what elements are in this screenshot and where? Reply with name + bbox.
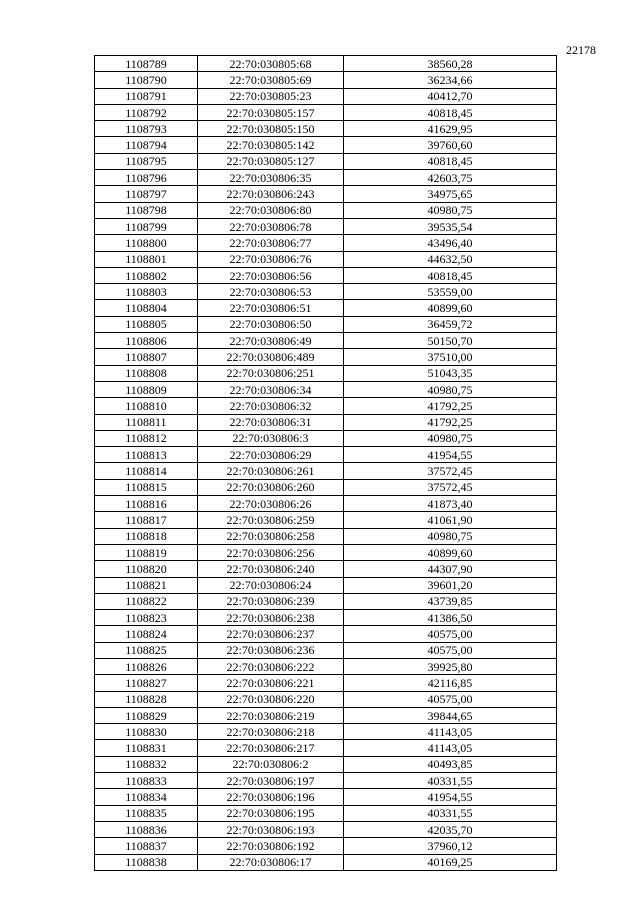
row-number-cell: 1108795: [95, 153, 198, 169]
row-number-cell: 1108820: [95, 561, 198, 577]
value-cell: 44307,90: [344, 561, 557, 577]
row-number-cell: 1108832: [95, 756, 198, 772]
row-number-cell: 1108826: [95, 658, 198, 674]
value-cell: 34975,65: [344, 186, 557, 202]
value-cell: 40575,00: [344, 626, 557, 642]
cadastral-number-cell: 22:70:030805:142: [198, 137, 344, 153]
value-cell: 42603,75: [344, 170, 557, 186]
cadastral-number-cell: 22:70:030806:17: [198, 854, 344, 870]
row-number-cell: 1108813: [95, 447, 198, 463]
cadastral-number-cell: 22:70:030806:80: [198, 202, 344, 218]
table-row: [95, 186, 557, 202]
value-cell: 41629,95: [344, 121, 557, 137]
value-cell: 41143,05: [344, 724, 557, 740]
table-row: [95, 512, 557, 528]
table-row: [95, 398, 557, 414]
value-cell: 39760,60: [344, 137, 557, 153]
cadastral-number-cell: 22:70:030806:2: [198, 756, 344, 772]
table-row: [95, 805, 557, 821]
table-row: [95, 463, 557, 479]
value-cell: 40980,75: [344, 202, 557, 218]
row-number-cell: 1108810: [95, 398, 198, 414]
row-number-cell: 1108831: [95, 740, 198, 756]
cadastral-number-cell: 22:70:030806:50: [198, 316, 344, 332]
table-row: [95, 381, 557, 397]
table-row: [95, 593, 557, 609]
cadastral-number-cell: 22:70:030806:258: [198, 528, 344, 544]
table-row: [95, 658, 557, 674]
table-row: [95, 104, 557, 120]
value-cell: 37572,45: [344, 479, 557, 495]
row-number-cell: 1108794: [95, 137, 198, 153]
table-row: [95, 170, 557, 186]
cadastral-number-cell: 22:70:030806:193: [198, 821, 344, 837]
value-cell: 37572,45: [344, 463, 557, 479]
cadastral-number-cell: 22:70:030805:150: [198, 121, 344, 137]
row-number-cell: 1108817: [95, 512, 198, 528]
value-cell: 40493,85: [344, 756, 557, 772]
table-row: [95, 740, 557, 756]
row-number-cell: 1108805: [95, 316, 198, 332]
table-row: [95, 838, 557, 854]
table-row: [95, 72, 557, 88]
row-number-cell: 1108816: [95, 496, 198, 512]
value-cell: 39925,80: [344, 658, 557, 674]
cadastral-number-cell: 22:70:030806:240: [198, 561, 344, 577]
cadastral-number-cell: 22:70:030806:35: [198, 170, 344, 186]
value-cell: 40331,55: [344, 773, 557, 789]
value-cell: 40899,60: [344, 544, 557, 560]
table-row: [95, 626, 557, 642]
page-number: 22178: [566, 43, 596, 57]
value-cell: 42035,70: [344, 821, 557, 837]
row-number-cell: 1108800: [95, 235, 198, 251]
row-number-cell: 1108828: [95, 691, 198, 707]
cadastral-number-cell: 22:70:030806:197: [198, 773, 344, 789]
cadastral-number-cell: 22:70:030806:31: [198, 414, 344, 430]
row-number-cell: 1108822: [95, 593, 198, 609]
cadastral-number-cell: 22:70:030805:157: [198, 104, 344, 120]
value-cell: 41143,05: [344, 740, 557, 756]
table-row: [95, 528, 557, 544]
value-cell: 40575,00: [344, 691, 557, 707]
value-cell: 40980,75: [344, 430, 557, 446]
table-row: [95, 284, 557, 300]
row-number-cell: 1108812: [95, 430, 198, 446]
value-cell: 36459,72: [344, 316, 557, 332]
value-cell: 40575,00: [344, 642, 557, 658]
table-row: [95, 691, 557, 707]
cadastral-number-cell: 22:70:030806:219: [198, 707, 344, 723]
row-number-cell: 1108804: [95, 300, 198, 316]
row-number-cell: 1108833: [95, 773, 198, 789]
value-cell: 51043,35: [344, 365, 557, 381]
row-number-cell: 1108814: [95, 463, 198, 479]
cadastral-number-cell: 22:70:030806:243: [198, 186, 344, 202]
table-row: [95, 88, 557, 104]
cadastral-number-cell: 22:70:030805:68: [198, 56, 344, 72]
value-cell: 38560,28: [344, 56, 557, 72]
value-cell: 41792,25: [344, 398, 557, 414]
value-cell: 40818,45: [344, 267, 557, 283]
table-row: [95, 675, 557, 691]
table-row: [95, 577, 557, 593]
cadastral-number-cell: 22:70:030806:195: [198, 805, 344, 821]
value-cell: 41386,50: [344, 610, 557, 626]
value-cell: 36234,66: [344, 72, 557, 88]
row-number-cell: 1108819: [95, 544, 198, 560]
table-row: [95, 202, 557, 218]
cadastral-number-cell: 22:70:030806:239: [198, 593, 344, 609]
value-cell: 41792,25: [344, 414, 557, 430]
table-row: [95, 610, 557, 626]
value-cell: 40169,25: [344, 854, 557, 870]
cadastral-number-cell: 22:70:030806:260: [198, 479, 344, 495]
row-number-cell: 1108818: [95, 528, 198, 544]
row-number-cell: 1108825: [95, 642, 198, 658]
table-row: [95, 854, 557, 870]
cadastral-number-cell: 22:70:030806:26: [198, 496, 344, 512]
registry-table-body: [95, 56, 557, 871]
row-number-cell: 1108811: [95, 414, 198, 430]
cadastral-number-cell: 22:70:030806:220: [198, 691, 344, 707]
row-number-cell: 1108837: [95, 838, 198, 854]
cadastral-number-cell: 22:70:030806:76: [198, 251, 344, 267]
value-cell: 40331,55: [344, 805, 557, 821]
cadastral-number-cell: 22:70:030805:69: [198, 72, 344, 88]
row-number-cell: 1108793: [95, 121, 198, 137]
cadastral-number-cell: 22:70:030806:56: [198, 267, 344, 283]
cadastral-number-cell: 22:70:030805:127: [198, 153, 344, 169]
cadastral-number-cell: 22:70:030806:32: [198, 398, 344, 414]
row-number-cell: 1108806: [95, 333, 198, 349]
row-number-cell: 1108796: [95, 170, 198, 186]
row-number-cell: 1108797: [95, 186, 198, 202]
cadastral-number-cell: 22:70:030806:78: [198, 218, 344, 234]
cadastral-number-cell: 22:70:030806:196: [198, 789, 344, 805]
cadastral-number-cell: 22:70:030806:236: [198, 642, 344, 658]
value-cell: 39844,65: [344, 707, 557, 723]
value-cell: 40818,45: [344, 153, 557, 169]
row-number-cell: 1108835: [95, 805, 198, 821]
row-number-cell: 1108823: [95, 610, 198, 626]
cadastral-number-cell: 22:70:030806:256: [198, 544, 344, 560]
table-row: [95, 756, 557, 772]
table-row: [95, 137, 557, 153]
cadastral-number-cell: 22:70:030806:217: [198, 740, 344, 756]
value-cell: 40980,75: [344, 381, 557, 397]
row-number-cell: 1108821: [95, 577, 198, 593]
table-row: [95, 333, 557, 349]
cadastral-number-cell: 22:70:030806:29: [198, 447, 344, 463]
table-row: [95, 349, 557, 365]
table-row: [95, 218, 557, 234]
value-cell: 39535,54: [344, 218, 557, 234]
table-row: [95, 316, 557, 332]
row-number-cell: 1108798: [95, 202, 198, 218]
value-cell: 37510,00: [344, 349, 557, 365]
value-cell: 39601,20: [344, 577, 557, 593]
cadastral-number-cell: 22:70:030806:261: [198, 463, 344, 479]
value-cell: 37960,12: [344, 838, 557, 854]
table-row: [95, 789, 557, 805]
cadastral-number-cell: 22:70:030806:34: [198, 381, 344, 397]
row-number-cell: 1108809: [95, 381, 198, 397]
cadastral-number-cell: 22:70:030806:24: [198, 577, 344, 593]
row-number-cell: 1108789: [95, 56, 198, 72]
row-number-cell: 1108808: [95, 365, 198, 381]
cadastral-number-cell: 22:70:030806:53: [198, 284, 344, 300]
row-number-cell: 1108799: [95, 218, 198, 234]
row-number-cell: 1108824: [95, 626, 198, 642]
row-number-cell: 1108792: [95, 104, 198, 120]
table-row: [95, 267, 557, 283]
table-row: [95, 724, 557, 740]
value-cell: 40412,70: [344, 88, 557, 104]
value-cell: 40980,75: [344, 528, 557, 544]
row-number-cell: 1108815: [95, 479, 198, 495]
value-cell: 40899,60: [344, 300, 557, 316]
cadastral-number-cell: 22:70:030806:221: [198, 675, 344, 691]
cadastral-number-cell: 22:70:030806:238: [198, 610, 344, 626]
row-number-cell: 1108827: [95, 675, 198, 691]
cadastral-number-cell: 22:70:030805:23: [198, 88, 344, 104]
cadastral-number-cell: 22:70:030806:259: [198, 512, 344, 528]
table-row: [95, 365, 557, 381]
cadastral-number-cell: 22:70:030806:489: [198, 349, 344, 365]
table-row: [95, 235, 557, 251]
value-cell: 53559,00: [344, 284, 557, 300]
row-number-cell: 1108836: [95, 821, 198, 837]
table-row: [95, 56, 557, 72]
row-number-cell: 1108803: [95, 284, 198, 300]
table-row: [95, 414, 557, 430]
cadastral-number-cell: 22:70:030806:251: [198, 365, 344, 381]
row-number-cell: 1108802: [95, 267, 198, 283]
cadastral-number-cell: 22:70:030806:3: [198, 430, 344, 446]
cadastral-number-cell: 22:70:030806:77: [198, 235, 344, 251]
table-row: [95, 251, 557, 267]
table-row: [95, 300, 557, 316]
row-number-cell: 1108791: [95, 88, 198, 104]
table-row: [95, 707, 557, 723]
value-cell: 43739,85: [344, 593, 557, 609]
table-row: [95, 773, 557, 789]
row-number-cell: 1108829: [95, 707, 198, 723]
value-cell: 43496,40: [344, 235, 557, 251]
value-cell: 41954,55: [344, 447, 557, 463]
value-cell: 50150,70: [344, 333, 557, 349]
cadastral-number-cell: 22:70:030806:218: [198, 724, 344, 740]
row-number-cell: 1108807: [95, 349, 198, 365]
table-row: [95, 153, 557, 169]
value-cell: 42116,85: [344, 675, 557, 691]
table-row: [95, 496, 557, 512]
table-row: [95, 642, 557, 658]
value-cell: 44632,50: [344, 251, 557, 267]
cadastral-number-cell: 22:70:030806:49: [198, 333, 344, 349]
cadastral-number-cell: 22:70:030806:51: [198, 300, 344, 316]
row-number-cell: 1108838: [95, 854, 198, 870]
registry-table: [94, 55, 557, 871]
cadastral-number-cell: 22:70:030806:222: [198, 658, 344, 674]
table-row: [95, 121, 557, 137]
table-row: [95, 821, 557, 837]
table-row: [95, 561, 557, 577]
value-cell: 40818,45: [344, 104, 557, 120]
table-row: [95, 479, 557, 495]
row-number-cell: 1108790: [95, 72, 198, 88]
value-cell: 41954,55: [344, 789, 557, 805]
cadastral-number-cell: 22:70:030806:192: [198, 838, 344, 854]
value-cell: 41061,90: [344, 512, 557, 528]
table-row: [95, 447, 557, 463]
cadastral-number-cell: 22:70:030806:237: [198, 626, 344, 642]
row-number-cell: 1108801: [95, 251, 198, 267]
value-cell: 41873,40: [344, 496, 557, 512]
table-row: [95, 430, 557, 446]
row-number-cell: 1108830: [95, 724, 198, 740]
row-number-cell: 1108834: [95, 789, 198, 805]
table-row: [95, 544, 557, 560]
